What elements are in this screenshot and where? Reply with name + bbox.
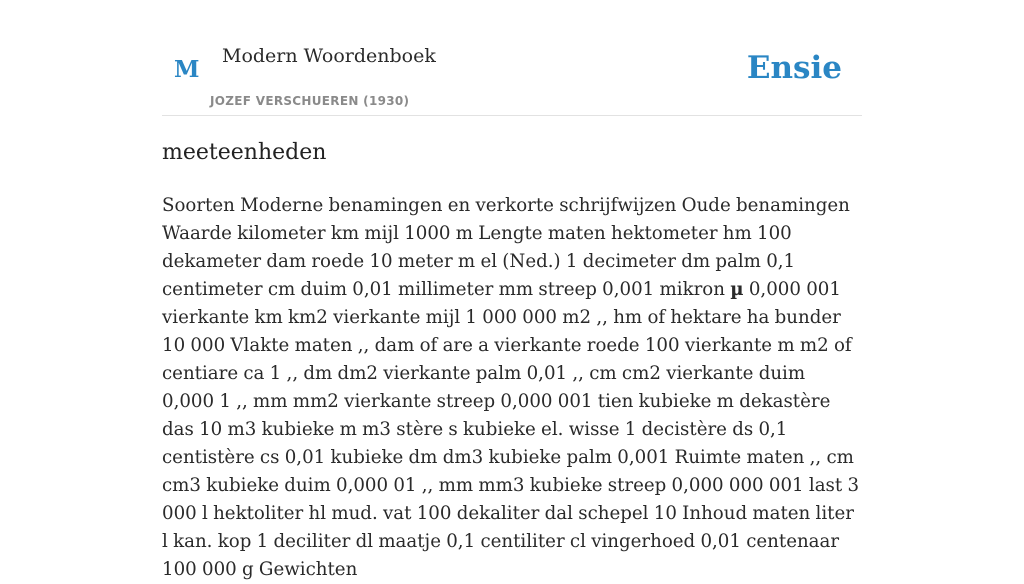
ensie-logo-link[interactable]: Ensie	[746, 50, 842, 86]
entry-body-text-1: Soorten Moderne benamingen en verkorte schrijfwijzen Oude benamingen Waarde kilometer km mijl 1000 m Lengte maten hektometer hm 100 dekameter dam roede 10 meter m el (Ned.) 1 decimeter dm palm 0,1 centimeter cm duim 0,01 millimeter mm streep 0,001 mikron	[162, 195, 850, 300]
entry-body-micro-symbol: µ	[730, 279, 744, 300]
book-title-link[interactable]: Modern Woordenboek	[222, 45, 436, 67]
book-logo-icon[interactable]: M	[174, 56, 200, 83]
page	[162, 0, 862, 580]
header	[162, 0, 862, 116]
entry-body	[162, 192, 862, 584]
entry-body-text-2: 0,000 001 vierkante km km2 vierkante mijl 1 000 000 m2 ,, hm of hektare ha bunder 10 000 Vlakte maten ,, dam of are a vierkante roede 100 vierkante m m2 of centiare ca 1 ,, dm dm2 vierkante palm 0,01 ,, cm cm2 vierkante duim 0,000 1 ,, mm mm2 vierkante streep 0,000 001 tien kubieke m dekastère das 10 m3 kubieke m m3 stère s kubieke el. wisse 1 decistère ds 0,1 centistère cs 0,01 kubieke dm dm3 kubieke palm 0,001 Ruimte maten ,, cm cm3 kubieke duim 0,000 01 ,, mm mm3 kubieke streep 0,000 000 001 last 3 000 l hektoliter hl mud. vat 100 dekaliter dal schepel 10 Inhoud maten liter l kan. kop 1 deciliter dl maatje 0,1 centiliter cl vingerhoed 0,01 centenaar 100 000 g Gewichten	[162, 279, 860, 580]
book-author: JOZEF VERSCHUEREN (1930)	[210, 94, 410, 108]
entry-title: meeteenheden	[162, 140, 327, 165]
